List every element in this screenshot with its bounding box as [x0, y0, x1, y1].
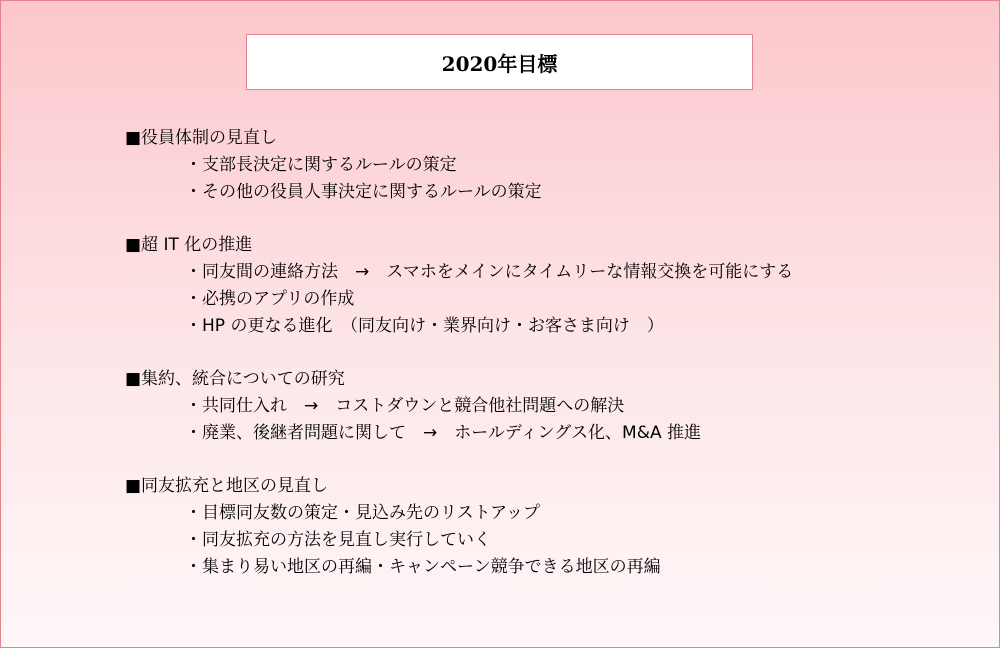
page-title: 2020年目標	[441, 51, 558, 76]
list-item: ・支部長決定に関するルールの策定	[185, 155, 457, 175]
section-governance	[125, 125, 793, 206]
title-box	[246, 34, 753, 90]
section-it	[125, 232, 793, 340]
list-item: ・同友間の連絡方法 → スマホをメインにタイムリーな情報交換を可能にする	[185, 262, 794, 282]
section-heading: ■超 IT 化の推進	[125, 235, 253, 255]
list-item: ・目標同友数の策定・見込み先のリストアップ	[185, 503, 540, 523]
list-item: ・その他の役員人事決定に関するルールの策定	[185, 182, 542, 202]
list-item: ・廃業、後継者問題に関して → ホールディングス化、M&A 推進	[185, 423, 701, 443]
list-item: ・同友拡充の方法を見直し実行していく	[185, 530, 491, 550]
section-expansion	[125, 473, 793, 581]
list-item: ・HP の更なる進化 （同友向け・業界向け・お客さま向け ）	[185, 316, 664, 336]
section-heading: ■集約、統合についての研究	[125, 369, 345, 389]
section-heading: ■同友拡充と地区の見直し	[125, 476, 329, 496]
list-item: ・必携のアプリの作成	[185, 289, 355, 309]
list-item: ・集まり易い地区の再編・キャンペーン競争できる地区の再編	[185, 557, 661, 577]
list-item: ・共同仕入れ → コストダウンと競合他社問題への解決	[185, 396, 625, 416]
goals-content	[125, 125, 793, 607]
section-integration	[125, 366, 793, 447]
section-heading: ■役員体制の見直し	[125, 128, 278, 148]
